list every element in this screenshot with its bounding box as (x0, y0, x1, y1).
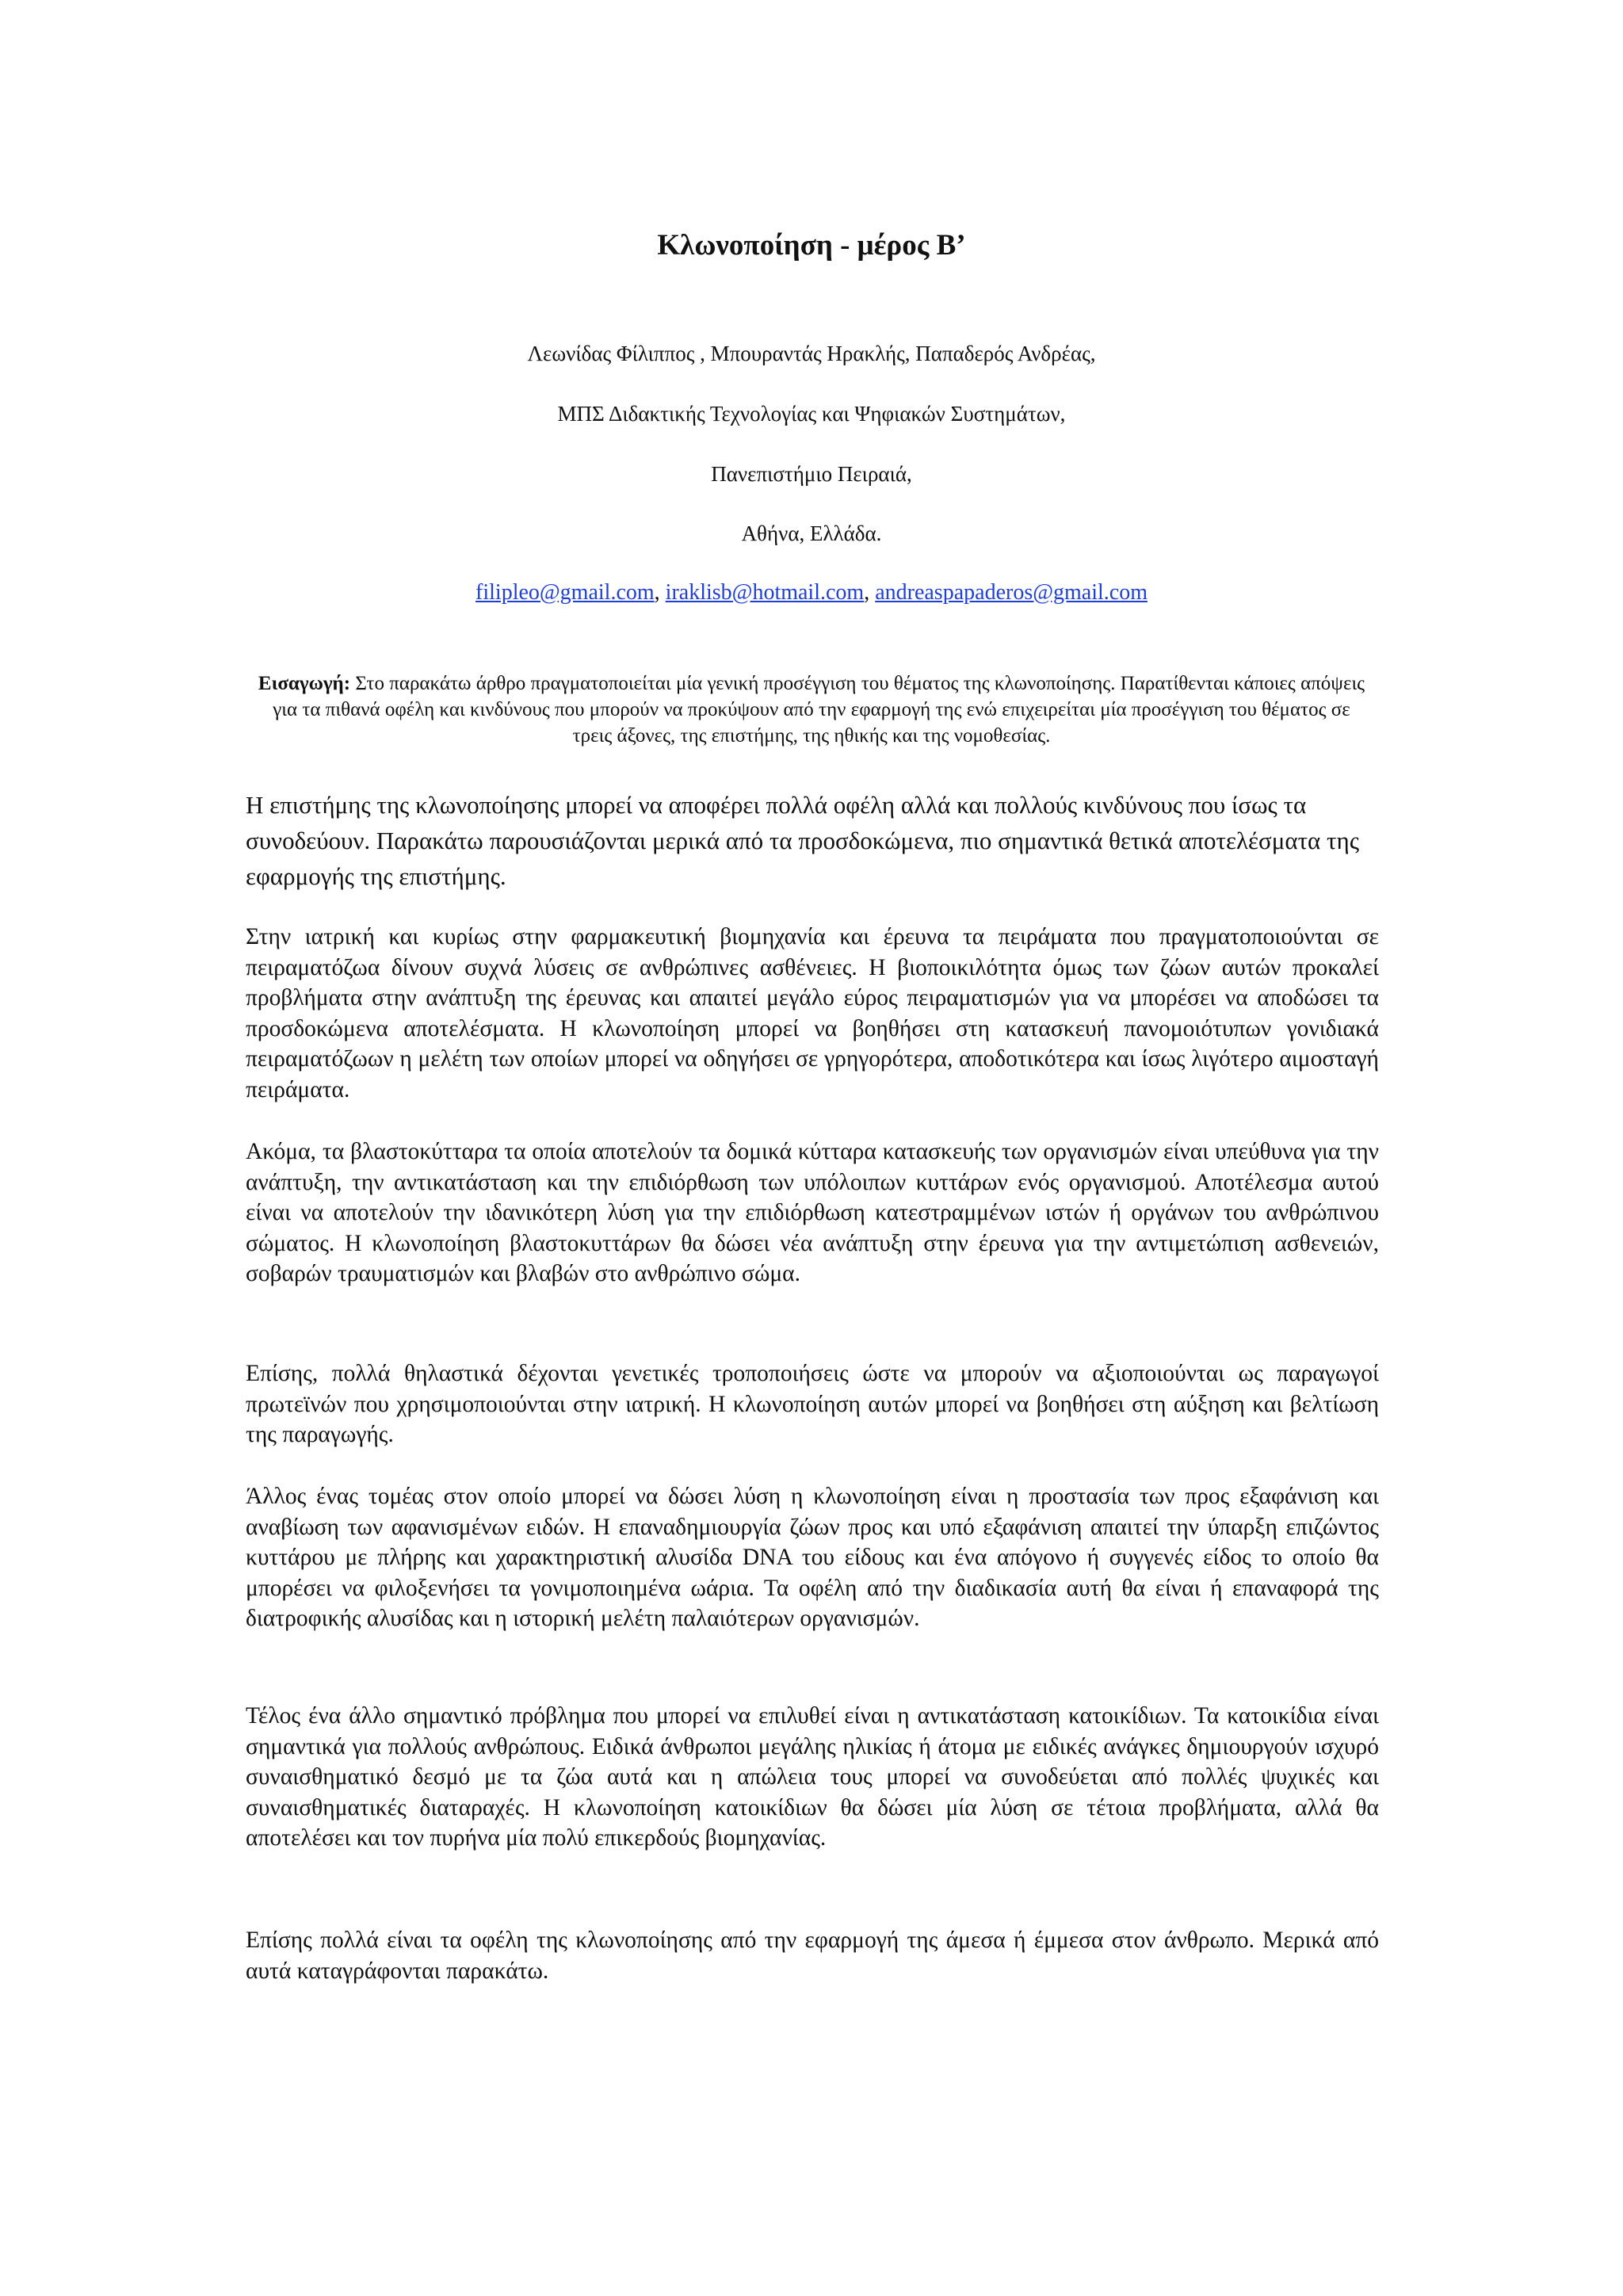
email-link[interactable]: iraklisb@hotmail.com (665, 580, 865, 605)
email-separator: , (864, 580, 876, 605)
program-line: ΜΠΣ Διδακτικής Τεχνολογίας και Ψηφιακών Συστημάτων, (557, 402, 1066, 426)
body-paragraph: Επίσης πολλά είναι τα οφέλη της κλωνοποίησης από την εφαρμογή της άμεσα ή έμμεσα στον άνθρωπο. Μερικά από αυτά καταγράφονται παρακάτω. (246, 1927, 1379, 1984)
abstract-label: Εισαγωγή: (258, 673, 351, 694)
email-list (0, 578, 1623, 608)
email-separator: , (654, 580, 666, 605)
body-paragraph: Τέλος ένα άλλο σημαντικό πρόβλημα που μπορεί να επιλυθεί είναι η αντικατάσταση κατοικίδιων. Τα κατοικίδια είναι σημαντικά για πολλούς ανθρώπους. Ειδικά άνθρωποι μεγάλης ηλικίας ή άτομα με ειδικές ανάγκες δημιουργούν ισχυρό συναισθηματικό δεσμό με τα ζώα αυτά και η απώλεια τους μπορεί να συνοδεύεται από πολλές ψυχικές και συναισθηματικές διαταραχές. Η κλωνοποίηση κατοικίδιων θα δώσει μία λύση σε τέτοια προβλήματα, αλλά θα αποτελέσει και τον πυρήνα μία πολύ επικερδούς βιομηχανίας. (246, 1703, 1379, 1851)
body-paragraph: Επίσης, πολλά θηλαστικά δέχονται γενετικές τροποποιήσεις ώστε να μπορούν να αξιοποιούνται ως παραγωγοί πρωτεϊνών που χρησιμοποιούνται στην ιατρική. Η κλωνοποίηση αυτών μπορεί να βοηθήσει στη αύξηση και βελτίωση της παραγωγής. (246, 1361, 1379, 1447)
email-link[interactable]: filipleo@gmail.com (475, 580, 655, 605)
intro-paragraph: Η επιστήμης της κλωνοποίησης μπορεί να αποφέρει πολλά οφέλη αλλά και πολλούς κινδύνους που ίσως τα συνοδεύουν. Παρακάτω παρουσιάζονται μερικά από τα προσδοκώμενα, πιο σημαντικά θετικά αποτελέσματα της εφαρμογής της επιστήμης. (246, 791, 1359, 890)
university-line: Πανεπιστήμιο Πειραιά, (711, 462, 912, 486)
body-paragraph: Ακόμα, τα βλαστοκύτταρα τα οποία αποτελούν τα δομικά κύτταρα κατασκευής των οργανισμών είναι υπεύθυνα για την ανάπτυξη, την αντικατάσταση και την επιδιόρθωση των υπόλοιπων κυττάρων ενός οργανισμού. Αποτέλεσμα αυτού είναι να αποτελούν την ιδανικότερη λύση για την επιδιόρθωση κατεστραμμένων ιστών ή οργάνων του ανθρώπινου σώματος. Η κλωνοποίηση βλαστοκυττάρων θα δώσει νέα ανάπτυξη στην έρευνα για την αντιμετώπιση ασθενειών, σοβαρών τραυματισμών και βλαβών στο ανθρώπινο σώμα. (246, 1139, 1379, 1286)
body-paragraph: Άλλος ένας τομέας στον οποίο μπορεί να δώσει λύση η κλωνοποίηση είναι η προστασία των προς εξαφάνιση και αναβίωση των αφανισμένων ειδών. Η επαναδημιουργία ζώων προς και υπό εξαφάνιση απαιτεί την ύπαρξη επιζώντος κυττάρου με πλήρης και χαρακτηριστική αλυσίδα DNA του είδους και ένα απόγονο ή συγγενές είδος το οποίο θα μπορέσει να φιλοξενήσει τα γονιμοποιημένα ωάρια. Τα οφέλη από την διαδικασία αυτή θα είναι ή επαναφορά της διατροφικής αλυσίδας και η ιστορική μελέτη παλαιότερων οργανισμών. (246, 1484, 1379, 1631)
abstract-text: Στο παρακάτω άρθρο πραγματοποιείται μία γενική προσέγγιση του θέματος της κλωνοποίησης. Παρατίθενται κάποιες απόψεις για τα πιθανά οφέλη και κινδύνους που μπορούν να προκύψουν από την εφαρμογή της ενώ επιχειρείται μία προσέγγιση του θέματος σε τρεις άξονες, της επιστήμης, της ηθικής και της νομοθεσίας. (273, 673, 1365, 747)
abstract (252, 670, 1371, 749)
authors-line: Λεωνίδας Φίλιππος , Μπουραντάς Ηρακλής, Παπαδερός Ανδρέας, (527, 342, 1096, 365)
location-line: Αθήνα, Ελλάδα. (741, 521, 882, 545)
email-link[interactable]: andreaspapaderos@gmail.com (875, 580, 1148, 605)
body-paragraph: Στην ιατρική και κυρίως στην φαρμακευτική βιομηχανία και έρευνα τα πειράματα που πραγματοποιούνται σε πειραματόζωα δίνουν συχνά λύσεις σε ανθρώπινες ασθένειες. Η βιοποικιλότητα όμως των ζώων αυτών προκαλεί προβλήματα στην ανάπτυξη της έρευνας και απαιτεί μεγάλο εύρος πειραματισμών για να μπορέσει να αποδώσει τα προσδοκώμενα αποτελέσματα. Η κλωνοποίηση μπορεί να βοηθήσει στη κατασκευή πανομοιότυπων γονιδιακά πειραματόζωων η μελέτη των οποίων μπορεί να οδηγήσει σε γρηγορότερα, αποδοτικότερα και ίσως λιγότερο αιμοσταγή πειράματα. (246, 924, 1379, 1102)
page-title: Κλωνοποίηση - μέρος Β’ (657, 229, 966, 262)
